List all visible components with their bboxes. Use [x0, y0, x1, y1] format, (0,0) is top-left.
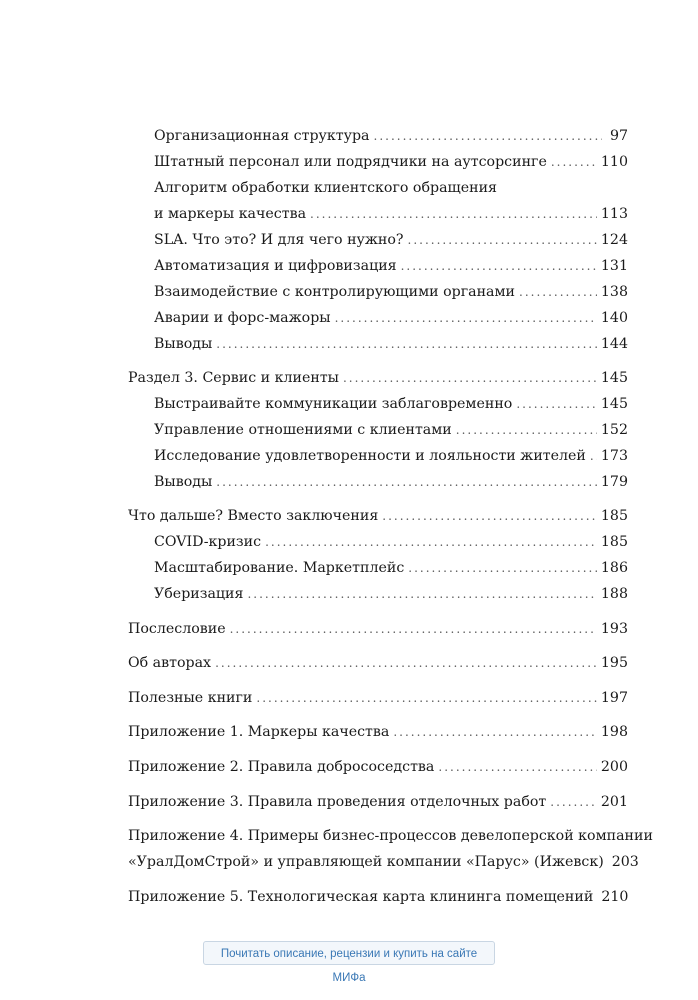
toc-leader-dots: [247, 581, 596, 607]
toc-leader-dots: [590, 443, 597, 469]
toc-entry-page: 198: [600, 724, 628, 741]
toc-entry-title: Послесловие: [128, 620, 226, 637]
toc-entry-title: Выводы: [154, 474, 213, 490]
toc-entry-page: 185: [600, 534, 628, 550]
toc-entry-page: 131: [600, 258, 628, 274]
toc-leader-dots: [215, 650, 597, 676]
toc-entry: [128, 279, 628, 305]
toc-entry: [128, 201, 628, 227]
toc-entry-page: 173: [600, 448, 628, 464]
toc-entry-title: «УралДомСтрой» и управляющей компании «Парус» (Ижевск): [128, 854, 604, 871]
toc-entry: [128, 469, 628, 495]
toc-leader-dots: [519, 279, 597, 305]
toc-entry-title: COVID-кризис: [154, 534, 262, 550]
toc-entry-title-line1: Алгоритм обработки клиентского обращения: [154, 180, 498, 196]
toc-entry-page: 97: [609, 128, 628, 144]
toc-section: [128, 365, 628, 391]
toc-entry: [128, 123, 628, 149]
toc-entry-title: Исследование удовлетворенности и лояльности жителей: [154, 448, 586, 464]
toc-leader-dots: [265, 529, 597, 555]
toc-entry-page: 138: [600, 284, 628, 300]
toc-entry-title: Организационная структура: [154, 128, 370, 144]
toc-leader-dots: [438, 754, 597, 780]
toc-entry-title: Выстраивайте коммуникации заблаговременно: [154, 396, 513, 412]
toc-entry-page: 210: [601, 888, 629, 905]
toc-entry: [128, 555, 628, 581]
toc-entry-page: 124: [600, 232, 628, 248]
toc-entry-page: 185: [600, 508, 628, 524]
toc-entry-title: и маркеры качества: [154, 206, 307, 222]
toc-leader-dots: [343, 365, 597, 391]
toc-entry-page: 203: [611, 854, 639, 871]
toc-entry-title-line1: Приложение 4. Примеры бизнес-процессов девелоперской компании: [128, 828, 653, 845]
toc-entry-title: Управление отношениями с клиентами: [154, 422, 452, 438]
toc-section: [128, 789, 628, 815]
toc-entry-page: 179: [600, 474, 628, 490]
toc-leader-dots: [408, 227, 597, 253]
toc-leader-dots: [230, 616, 597, 642]
toc-entry-page: 113: [600, 206, 628, 222]
toc-entry-title: Выводы: [154, 336, 213, 352]
toc-entry-page: 140: [600, 310, 628, 326]
toc-entry: [128, 149, 628, 175]
toc-entry: [128, 227, 628, 253]
toc-leader-dots: [310, 201, 597, 227]
toc-entry-page: 145: [600, 396, 628, 412]
toc-section: [128, 884, 628, 910]
toc-entry-page: 186: [600, 560, 628, 576]
toc-entry: [128, 443, 628, 469]
toc-section: [128, 616, 628, 642]
toc-entry: [128, 417, 628, 443]
toc-entry-page: 200: [600, 758, 628, 775]
toc-leader-dots: [516, 391, 597, 417]
toc-leader-dots: [393, 719, 597, 745]
toc-section: [128, 719, 628, 745]
toc-leader-dots: [216, 331, 597, 357]
toc-leader-dots: [216, 469, 597, 495]
toc-entry-title: Раздел 3. Сервис и клиенты: [128, 370, 339, 386]
toc-entry-title: Полезные книги: [128, 689, 253, 706]
toc-entry-title: SLA. Что это? И для чего нужно?: [154, 232, 404, 248]
toc-entry-page: 152: [600, 422, 628, 438]
toc-section: [128, 650, 628, 676]
toc-section: [128, 685, 628, 711]
toc-entry-page: 145: [600, 370, 628, 386]
toc-entry-title: Приложение 5. Технологическая карта клининга помещений: [128, 888, 594, 905]
toc-entry: [128, 391, 628, 417]
table-of-contents: [128, 123, 653, 910]
toc-leader-dots: [551, 149, 597, 175]
toc-entry-page: 144: [600, 336, 628, 352]
toc-entry: [128, 529, 628, 555]
toc-entry-title: Об авторах: [128, 655, 212, 672]
toc-entry-title: Приложение 3. Правила проведения отделочных работ: [128, 793, 547, 810]
toc-entry-page: 201: [600, 793, 628, 810]
toc-entry-page: 110: [600, 154, 628, 170]
toc-entry-title: Что дальше? Вместо заключения: [128, 508, 379, 524]
toc-leader-dots: [401, 253, 597, 279]
buy-book-link[interactable]: Почитать описание, рецензии и купить на сайте МИФа: [203, 941, 495, 965]
toc-entry-title: Уберизация: [154, 586, 244, 602]
toc-leader-dots: [256, 685, 597, 711]
toc-entry-title: Взаимодействие с контролирующими органами: [154, 284, 515, 300]
toc-section: [128, 503, 628, 529]
toc-leader-dots: [335, 305, 597, 331]
toc-entry-title: Масштабирование. Маркетплейс: [154, 560, 405, 576]
toc-entry: [128, 331, 628, 357]
toc-entry: [128, 581, 628, 607]
toc-section: [128, 849, 639, 875]
toc-leader-dots: [550, 789, 597, 815]
toc-section: [128, 754, 628, 780]
toc-entry-page: 195: [600, 655, 628, 672]
toc-entry-title: Автоматизация и цифровизация: [154, 258, 397, 274]
toc-entry-title: Приложение 1. Маркеры качества: [128, 724, 390, 741]
toc-entry-title: Аварии и форс-мажоры: [154, 310, 331, 326]
toc-leader-dots: [408, 555, 597, 581]
toc-entry-page: 188: [600, 586, 628, 602]
toc-entry-page: 193: [600, 620, 628, 637]
toc-entry: [128, 253, 628, 279]
toc-leader-dots: [382, 503, 597, 529]
toc-entry-title: Штатный персонал или подрядчики на аутсорсинге: [154, 154, 547, 170]
toc-leader-dots: [374, 123, 603, 149]
toc-entry: [128, 305, 628, 331]
toc-leader-dots: [456, 417, 597, 443]
toc-entry-title: Приложение 2. Правила добрососедства: [128, 758, 435, 775]
toc-entry-page: 197: [600, 689, 628, 706]
